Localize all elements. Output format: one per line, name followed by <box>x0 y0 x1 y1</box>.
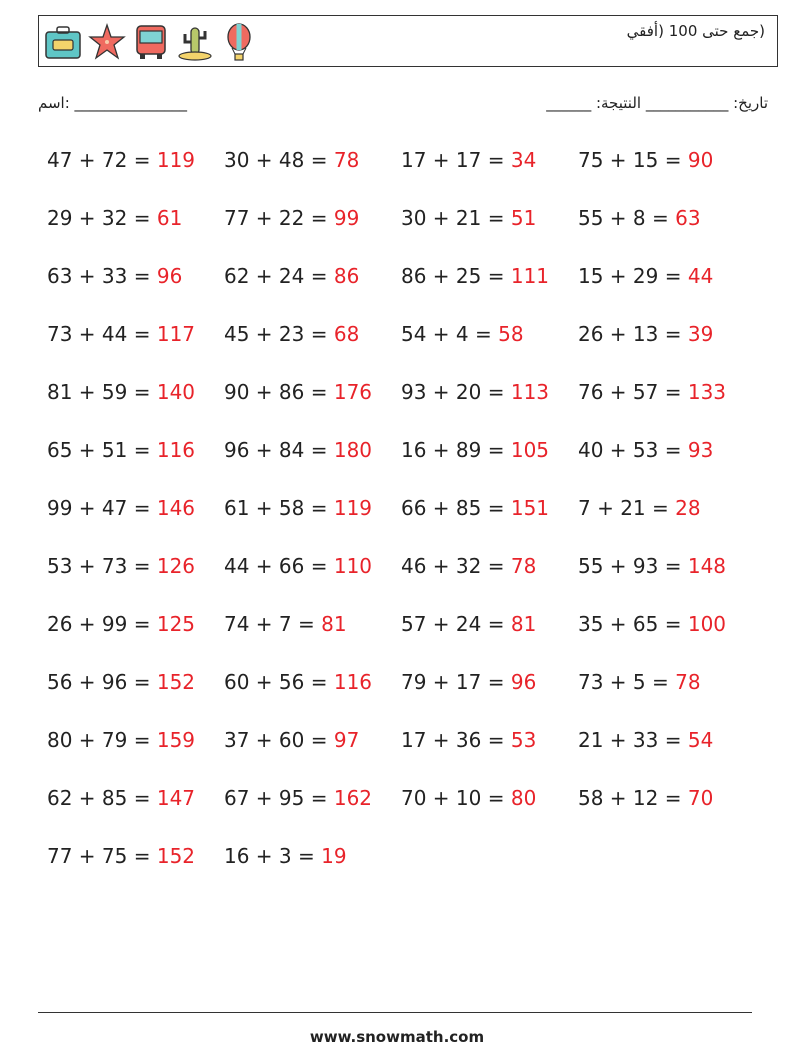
problem-expression: 16 + 89 = <box>401 438 511 462</box>
problem-item <box>47 438 195 462</box>
starfish-icon <box>87 22 127 62</box>
problem-item <box>224 496 372 520</box>
problem-item <box>578 728 713 752</box>
problem-item <box>578 554 726 578</box>
problem-item <box>224 844 347 868</box>
problem-expression: 86 + 25 = <box>401 264 511 288</box>
problem-answer: 126 <box>156 554 196 578</box>
problem-expression: 54 + 4 = <box>401 322 499 346</box>
problem-expression: 62 + 85 = <box>47 786 157 810</box>
problem-answer: 81 <box>321 612 347 636</box>
problem-expression: 21 + 33 = <box>578 728 688 752</box>
problem-answer: 110 <box>333 554 373 578</box>
problem-answer: 119 <box>156 148 196 172</box>
problem-expression: 90 + 86 = <box>224 380 334 404</box>
problem-item <box>47 612 195 636</box>
problem-item <box>578 670 701 694</box>
problem-expression: 61 + 58 = <box>224 496 334 520</box>
problem-answer: 58 <box>498 322 524 346</box>
problem-answer: 125 <box>156 612 196 636</box>
problem-answer: 105 <box>510 438 550 462</box>
problem-answer: 119 <box>333 496 373 520</box>
problem-item <box>47 728 195 752</box>
problem-item <box>401 148 536 172</box>
problem-expression: 73 + 5 = <box>578 670 676 694</box>
problem-item <box>401 322 524 346</box>
problem-expression: 15 + 29 = <box>578 264 688 288</box>
problem-item <box>47 380 195 404</box>
problem-item <box>47 264 182 288</box>
problem-answer: 111 <box>510 264 550 288</box>
problem-expression: 63 + 33 = <box>47 264 157 288</box>
footer-url: www.snowmath.com <box>309 1028 485 1046</box>
problem-answer: 90 <box>687 148 714 172</box>
problem-answer: 159 <box>156 728 196 752</box>
problem-answer: 63 <box>675 206 701 230</box>
problem-item <box>47 206 182 230</box>
problem-item <box>578 496 701 520</box>
problem-item <box>224 670 372 694</box>
problem-item <box>224 148 359 172</box>
problem-item <box>224 786 372 810</box>
problem-item <box>224 322 359 346</box>
problem-expression: 37 + 60 = <box>224 728 334 752</box>
problem-item <box>47 322 195 346</box>
problem-expression: 70 + 10 = <box>401 786 511 810</box>
problem-answer: 152 <box>156 844 196 868</box>
problem-item <box>401 380 549 404</box>
problem-item <box>224 206 359 230</box>
problem-answer: 99 <box>333 206 360 230</box>
cactus-icon <box>175 22 215 62</box>
problem-item <box>224 380 372 404</box>
problem-answer: 86 <box>333 264 360 288</box>
problem-answer: 116 <box>156 438 196 462</box>
problem-answer: 44 <box>687 264 714 288</box>
problem-item <box>401 728 536 752</box>
problem-answer: 81 <box>510 612 537 636</box>
problem-answer: 180 <box>333 438 373 462</box>
problem-item <box>578 438 713 462</box>
problem-expression: 56 + 96 = <box>47 670 157 694</box>
problem-expression: 55 + 93 = <box>578 554 688 578</box>
problem-answer: 53 <box>510 728 537 752</box>
problem-item <box>224 264 359 288</box>
problem-expression: 40 + 53 = <box>578 438 688 462</box>
problem-expression: 7 + 21 = <box>578 496 676 520</box>
problem-answer: 54 <box>687 728 714 752</box>
problem-expression: 16 + 3 = <box>224 844 322 868</box>
problem-answer: 100 <box>687 612 727 636</box>
problem-answer: 61 <box>156 206 183 230</box>
problem-item <box>47 148 195 172</box>
problem-expression: 73 + 44 = <box>47 322 157 346</box>
problem-answer: 78 <box>675 670 701 694</box>
problem-answer: 151 <box>510 496 550 520</box>
problem-expression: 77 + 22 = <box>224 206 334 230</box>
problem-expression: 57 + 24 = <box>401 612 511 636</box>
problem-item <box>47 844 195 868</box>
problem-expression: 53 + 73 = <box>47 554 157 578</box>
problem-expression: 26 + 99 = <box>47 612 157 636</box>
worksheet-title: (جمع حتى 100 (أفقي <box>626 22 765 40</box>
date-score-label: ______ :تاريخ: ___________ النتيجة <box>546 94 768 112</box>
problem-expression: 35 + 65 = <box>578 612 688 636</box>
footer-divider <box>38 1012 752 1013</box>
problem-expression: 80 + 79 = <box>47 728 157 752</box>
problem-item <box>401 612 536 636</box>
problem-answer: 78 <box>333 148 360 172</box>
problem-expression: 96 + 84 = <box>224 438 334 462</box>
problem-answer: 80 <box>510 786 537 810</box>
problem-item <box>401 670 536 694</box>
problem-answer: 146 <box>156 496 196 520</box>
problem-expression: 62 + 24 = <box>224 264 334 288</box>
problem-expression: 17 + 17 = <box>401 148 511 172</box>
problem-item <box>224 612 347 636</box>
problem-answer: 113 <box>510 380 550 404</box>
problem-expression: 74 + 7 = <box>224 612 322 636</box>
problem-answer: 70 <box>687 786 714 810</box>
problem-item <box>47 554 195 578</box>
problem-item <box>224 438 372 462</box>
problem-item <box>47 496 195 520</box>
problem-expression: 45 + 23 = <box>224 322 334 346</box>
problem-expression: 99 + 47 = <box>47 496 157 520</box>
problem-item <box>401 496 549 520</box>
problem-expression: 75 + 15 = <box>578 148 688 172</box>
problem-answer: 28 <box>675 496 701 520</box>
problem-item <box>578 612 726 636</box>
problem-answer: 162 <box>333 786 373 810</box>
problem-item <box>578 264 713 288</box>
problem-expression: 77 + 75 = <box>47 844 157 868</box>
name-field-label: اسم: _______________ <box>38 94 188 112</box>
problem-answer: 97 <box>333 728 360 752</box>
problem-item <box>401 438 549 462</box>
problem-expression: 93 + 20 = <box>401 380 511 404</box>
problem-item <box>47 670 195 694</box>
problem-answer: 51 <box>510 206 537 230</box>
problem-item <box>401 206 536 230</box>
problem-answer: 133 <box>687 380 727 404</box>
suitcase-icon <box>43 22 83 62</box>
problem-item <box>578 786 713 810</box>
problem-answer: 140 <box>156 380 196 404</box>
icon-strip <box>43 22 259 62</box>
problem-answer: 19 <box>321 844 347 868</box>
problem-expression: 44 + 66 = <box>224 554 334 578</box>
problem-item <box>578 380 726 404</box>
problem-answer: 147 <box>156 786 196 810</box>
problem-expression: 76 + 57 = <box>578 380 688 404</box>
problem-item <box>224 728 359 752</box>
problem-answer: 78 <box>510 554 537 578</box>
problem-expression: 81 + 59 = <box>47 380 157 404</box>
problem-expression: 79 + 17 = <box>401 670 511 694</box>
problem-expression: 66 + 85 = <box>401 496 511 520</box>
problem-item <box>224 554 372 578</box>
problem-expression: 65 + 51 = <box>47 438 157 462</box>
problem-expression: 30 + 21 = <box>401 206 511 230</box>
problem-expression: 26 + 13 = <box>578 322 688 346</box>
problem-answer: 96 <box>510 670 537 694</box>
hot-air-balloon-icon <box>219 22 259 62</box>
problem-answer: 117 <box>156 322 196 346</box>
problem-expression: 29 + 32 = <box>47 206 157 230</box>
problem-item <box>401 554 536 578</box>
problem-item <box>578 322 713 346</box>
problem-expression: 60 + 56 = <box>224 670 334 694</box>
problem-expression: 55 + 8 = <box>578 206 676 230</box>
problem-expression: 47 + 72 = <box>47 148 157 172</box>
problem-answer: 116 <box>333 670 373 694</box>
problem-item <box>401 786 536 810</box>
bus-icon <box>131 22 171 62</box>
problem-answer: 68 <box>333 322 360 346</box>
problem-answer: 96 <box>156 264 183 288</box>
problem-answer: 148 <box>687 554 727 578</box>
problem-item <box>578 206 701 230</box>
problem-expression: 17 + 36 = <box>401 728 511 752</box>
problem-answer: 152 <box>156 670 196 694</box>
problem-expression: 30 + 48 = <box>224 148 334 172</box>
problem-answer: 176 <box>333 380 373 404</box>
problem-expression: 58 + 12 = <box>578 786 688 810</box>
problem-item <box>578 148 713 172</box>
problem-item <box>401 264 549 288</box>
problem-expression: 67 + 95 = <box>224 786 334 810</box>
problem-answer: 34 <box>510 148 537 172</box>
problem-answer: 93 <box>687 438 714 462</box>
problem-answer: 39 <box>687 322 714 346</box>
header-box <box>38 15 778 67</box>
problem-expression: 46 + 32 = <box>401 554 511 578</box>
problem-item <box>47 786 195 810</box>
